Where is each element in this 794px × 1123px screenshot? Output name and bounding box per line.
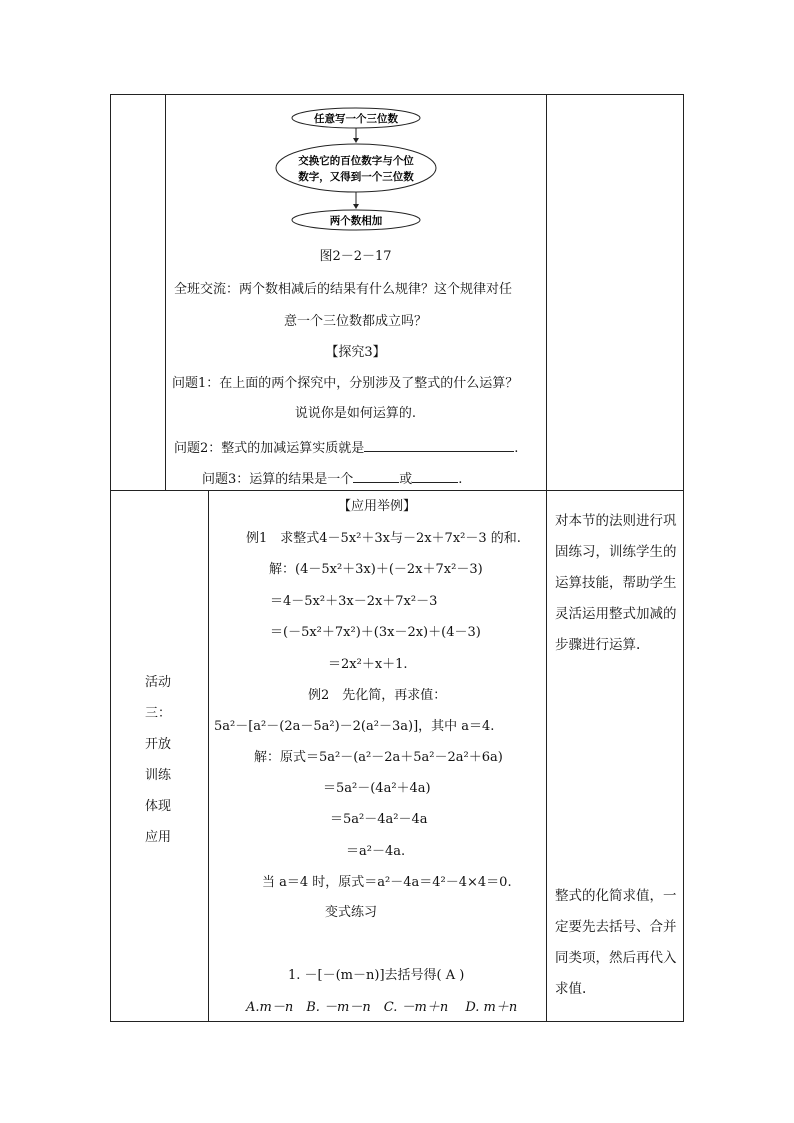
table-bottom-border [110,1021,684,1022]
flowchart-step-3: 两个数相加 [329,215,383,227]
row2-col-divider-left [208,490,209,1021]
activity-3-label [145,667,185,853]
flowchart-ellipse-2 [276,144,436,192]
question-3-blank-2[interactable] [412,470,458,483]
question-3 [202,470,462,486]
variant-1-question: 1. －[－(m－n)]去括号得( A ) [288,968,465,983]
question-2 [174,439,518,455]
question-3-mid: 或 [399,472,413,487]
activity-label-line: 活动 [145,675,172,690]
activity-label-line: 体现 [145,799,172,814]
class-discussion-line-2: 意一个三位数都成立吗？ [283,314,427,329]
activity-label-line: 开放 [145,737,172,752]
question-3-blank-1[interactable] [353,470,399,483]
question-1-line-1: 问题1：在上面的两个探究中，分别涉及了整式的什么运算？ [172,376,519,391]
table-right-border [683,94,684,1022]
example-1-step-2: ＝4－5x²＋3x－2x＋7x²－3 [270,594,438,609]
flowchart-step-2-line-1: 交换它的百位数字与个位 [298,155,414,167]
example-1-title: 例1 求整式4－5x²＋3x与－2x＋7x²－3 的和. [246,531,521,546]
example-2-step-3: ＝5a²－4a²－4a [330,812,428,827]
explore-3-title: 【探究3】 [325,345,386,360]
question-3-suffix: . [458,472,463,487]
flowchart-step-2-line-2: 数字，又得到一个三位数 [298,171,414,183]
flowchart-step-1: 任意写一个三位数 [314,113,398,125]
row1-col-divider-right [546,94,547,490]
row1-col-divider-left [165,94,166,490]
activity-label-line: 应用 [145,830,172,845]
question-2-blank[interactable] [364,439,514,452]
teaching-note-1: 对本节的法则进行巩固练习，训练学生的运算技能，帮助学生灵活运用整式加减的步骤进行运算. [555,513,677,653]
application-title: 【应用举例】 [337,499,416,514]
row2-col-divider-right [546,490,547,1021]
question-2-prefix: 问题2：整式的加减运算实质就是 [174,441,365,456]
example-2-step-2: ＝5a²－(4a²＋4a) [323,781,431,796]
table-row-divider [110,490,684,491]
class-discussion-line-1: 全班交流：两个数相减后的结果有什么规律？这个规律对任 [174,282,513,297]
table-top-border [110,94,684,95]
figure-caption: 图2－2－17 [319,249,392,264]
question-1-line-2: 说说你是如何运算的. [294,406,417,421]
question-3-prefix: 问题3：运算的结果是一个 [202,472,354,487]
teaching-note-2: 整式的化简求值，一定要先去括号、合并同类项，然后再代入求值. [555,888,677,997]
example-1-step-3: ＝(－5x²＋7x²)＋(3x－2x)＋(4－3) [270,625,481,640]
table-left-border [110,94,111,1022]
arrow-head-1 [353,138,359,143]
example-2-step-1: 解：原式＝5a²－(a²－2a＋5a²－2a²＋6a) [254,750,503,765]
variant-1-options: A.m－n B. －m－n C. －m＋n D. m＋n [246,1000,518,1015]
activity-label-line: 训练 [145,768,172,783]
example-2-step-5: 当 a＝4 时，原式＝a²－4a＝4²－4×4＝0. [262,875,512,890]
question-2-suffix: . [514,441,519,456]
flowchart [270,100,450,240]
example-1-step-4: ＝2x²＋x＋1. [328,657,408,672]
arrow-head-2 [353,204,359,209]
example-2-expression: 5a²－[a²－(2a－5a²)－2(a²－3a)]，其中 a＝4. [214,719,495,734]
example-2-step-4: ＝a²－4a. [346,844,406,859]
variant-practice-title: 变式练习 [325,905,378,920]
activity-label-line: 三： [145,706,172,721]
example-1-step-1: 解：(4－5x²＋3x)＋(－2x＋7x²－3) [269,562,483,577]
example-2-title: 例2 先化简，再求值： [308,688,447,703]
